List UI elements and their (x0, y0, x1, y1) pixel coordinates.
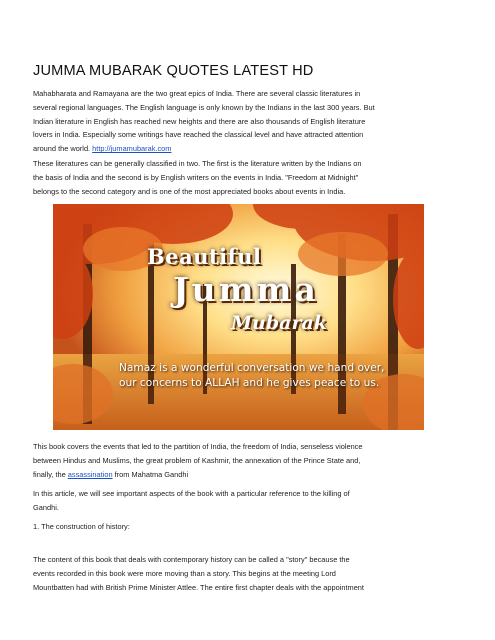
text-line: belongs to the second category and is one of the most appreciated books about events in India. (33, 186, 346, 196)
image-heading-beautiful: Beautiful (147, 244, 262, 269)
text-line: from Mahatma Gandhi (112, 469, 189, 479)
assassination-link[interactable]: assassination (67, 469, 113, 479)
image-heading-jumma: Jumma (173, 270, 319, 309)
history-paragraph (33, 553, 465, 594)
quote-line: our concerns to ALLAH and he gives peace to us. (119, 377, 380, 389)
page-title: JUMMA MUBARAK QUOTES LATEST HD (33, 63, 314, 79)
text-line: The content of this book that deals with contemporary history can be called a "story" because the (33, 555, 350, 564)
image-quote (119, 361, 419, 391)
article-intro-paragraph (33, 487, 465, 515)
text-line: around the world. (33, 144, 93, 154)
text-line: Gandhi. (33, 502, 59, 512)
text-line: lovers in India. Especially some writings have reached the classical level and have attracted attention (33, 130, 364, 140)
text-line: several regional languages. The English language is only known by the Indians in the last 300 years. But (33, 102, 375, 112)
text-line: events recorded in this book were more moving than a story. This begins at the meeting Lord (33, 568, 336, 578)
text-line: the basis of India and the second is by English writers on the events in India. "Freedom at Midnight" (33, 172, 359, 182)
website-link[interactable]: http://jumamubarak.com (92, 144, 172, 154)
image-overlay-text (53, 204, 424, 430)
text-line: between Hindus and Muslims, the great problem of Kashmir, the annexation of the Prince State and, (33, 455, 361, 465)
text-line: In this article, we will see important aspects of the book with a particular reference to the killing of (33, 489, 350, 498)
classification-paragraph (33, 157, 465, 198)
text-line: These literatures can be generally classified in two. The first is the literature written by the Indians on (33, 159, 362, 168)
text-line: This book covers the events that led to the partition of India, the freedom of India, senseless violence (33, 442, 363, 451)
jumma-mubarak-image (53, 204, 424, 430)
image-heading-mubarak: Mubarak (231, 312, 327, 334)
text-line: Indian literature in English has reached new heights and there are also thousands of English literature (33, 116, 366, 126)
text-line: Mahabharata and Ramayana are the two great epics of India. There are several classic literatures in (33, 89, 361, 98)
quote-line: Namaz is a wonderful conversation we hand over, (119, 362, 385, 374)
text-line: finally, the (33, 469, 68, 479)
intro-paragraph (33, 87, 465, 156)
section-heading: 1. The construction of history: (33, 522, 130, 531)
text-line: Mountbatten had with British Prime Minister Attlee. The entire first chapter deals with the appointment (33, 582, 364, 592)
book-coverage-paragraph (33, 440, 465, 481)
